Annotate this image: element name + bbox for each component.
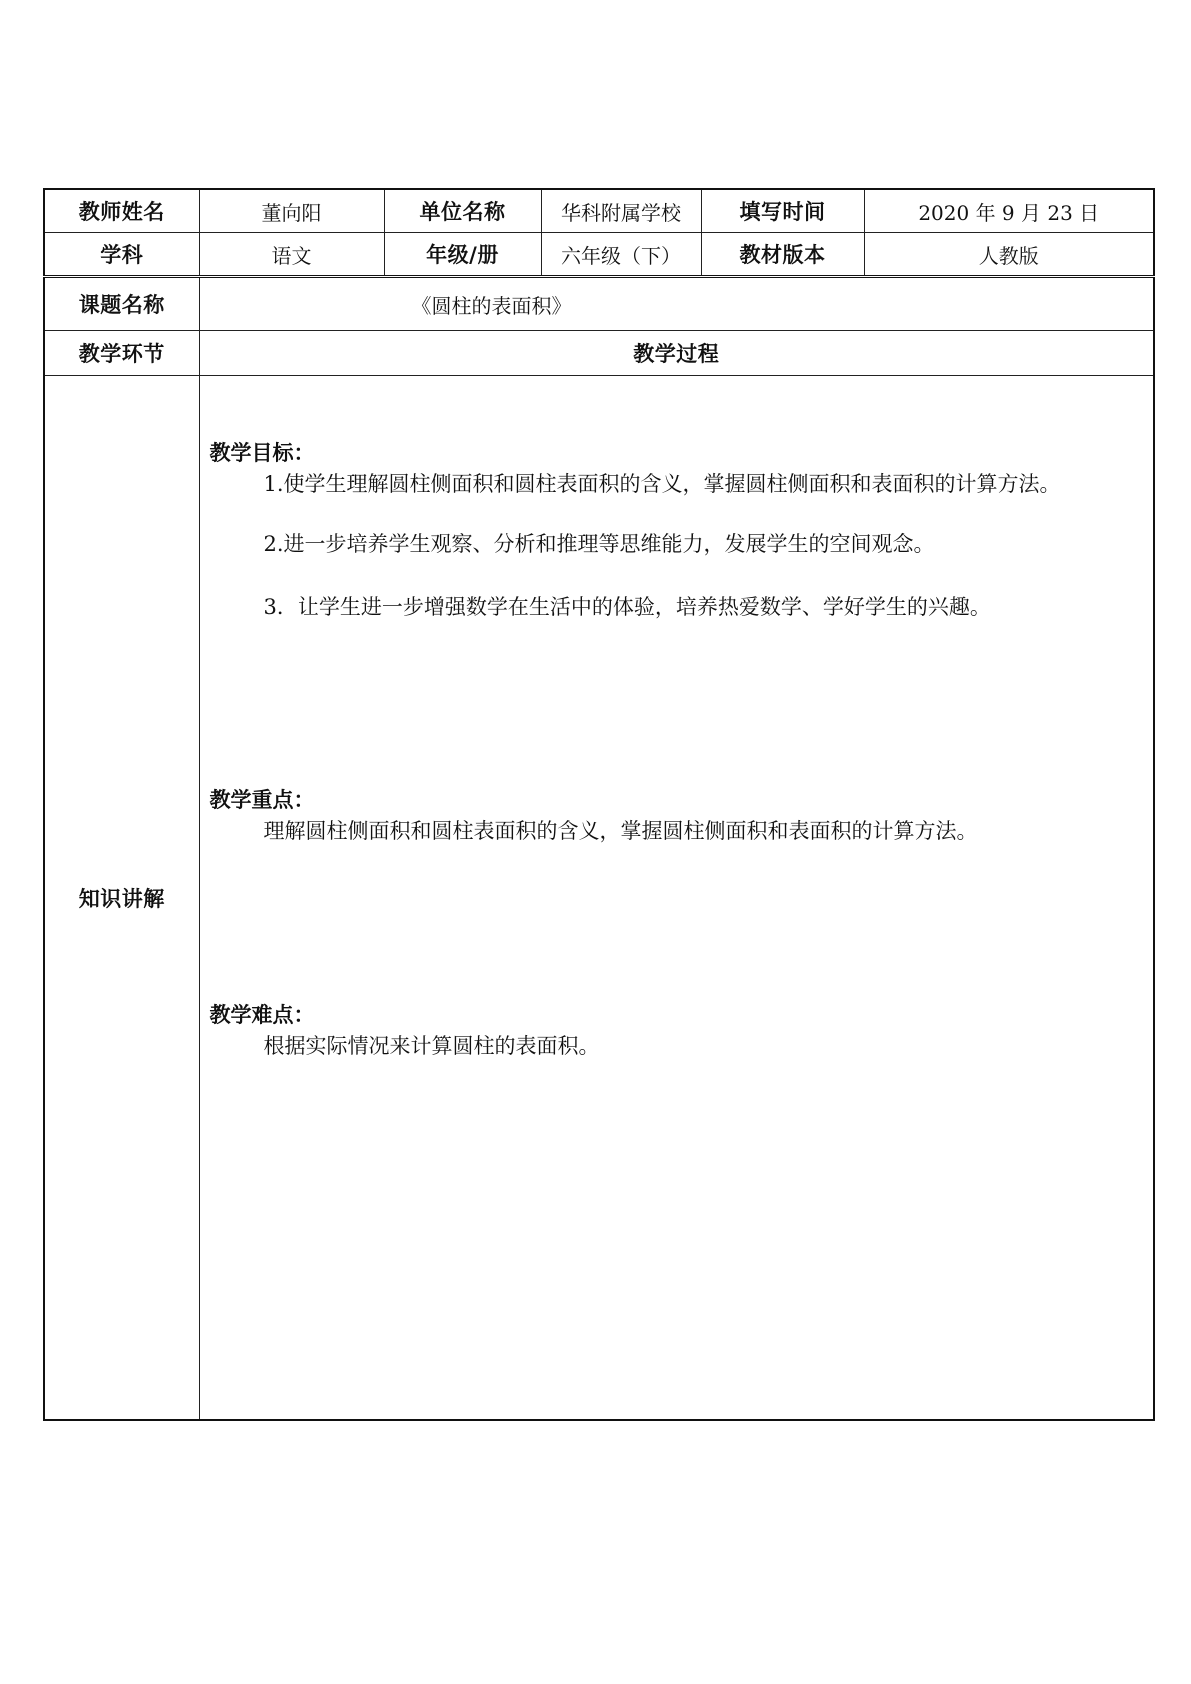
edition-value: 人教版 xyxy=(864,233,1154,277)
lesson-title-value: 《圆柱的表面积》 xyxy=(411,293,572,318)
difficult-points-text: 根据实际情况来计算圆柱的表面积。 xyxy=(263,1034,600,1058)
subject-value: 语文 xyxy=(199,233,384,277)
unit-name-value: 华科附属学校 xyxy=(541,189,701,233)
key-points-heading: 教学重点： xyxy=(209,788,315,812)
knowledge-content-cell xyxy=(199,376,1154,1421)
fill-date-label: 填写时间 xyxy=(701,189,864,233)
header-row-2 xyxy=(44,233,1154,277)
lesson-title-cell xyxy=(199,277,1154,331)
grade-value: 六年级（下） xyxy=(541,233,701,277)
objective-2: 2.进一步培养学生观察、分析和推理等思维能力，发展学生的空间观念。 xyxy=(263,532,935,556)
unit-name-label: 单位名称 xyxy=(384,189,541,233)
teaching-process-label: 教学过程 xyxy=(199,331,1154,376)
teaching-section-label: 教学环节 xyxy=(44,331,199,376)
fill-date-value: 2020 年 9 月 23 日 xyxy=(864,189,1154,233)
knowledge-explanation-label: 知识讲解 xyxy=(44,376,199,1421)
objective-1: 1.使学生理解圆柱侧面积和圆柱表面积的含义，掌握圆柱侧面积和表面积的计算方法。 xyxy=(263,472,1061,496)
objectives-heading: 教学目标： xyxy=(209,441,315,465)
lesson-plan-sheet xyxy=(43,188,1153,1434)
objective-3: 3．让学生进一步增强数学在生活中的体验，培养热爱数学、学好学生的兴趣。 xyxy=(263,595,991,619)
subject-label: 学科 xyxy=(44,233,199,277)
difficult-points-heading: 教学难点： xyxy=(209,1003,315,1027)
lesson-title-row xyxy=(44,277,1154,331)
key-points-text: 理解圆柱侧面积和圆柱表面积的含义，掌握圆柱侧面积和表面积的计算方法。 xyxy=(263,819,978,843)
grade-label: 年级/册 xyxy=(384,233,541,277)
lesson-title-label: 课题名称 xyxy=(44,277,199,331)
teacher-name-label: 教师姓名 xyxy=(44,189,199,233)
knowledge-row xyxy=(44,376,1154,1421)
teacher-name-value: 董向阳 xyxy=(199,189,384,233)
header-row-1 xyxy=(44,189,1154,233)
edition-label: 教材版本 xyxy=(701,233,864,277)
lesson-plan-table xyxy=(43,188,1155,1421)
section-header-row xyxy=(44,331,1154,376)
